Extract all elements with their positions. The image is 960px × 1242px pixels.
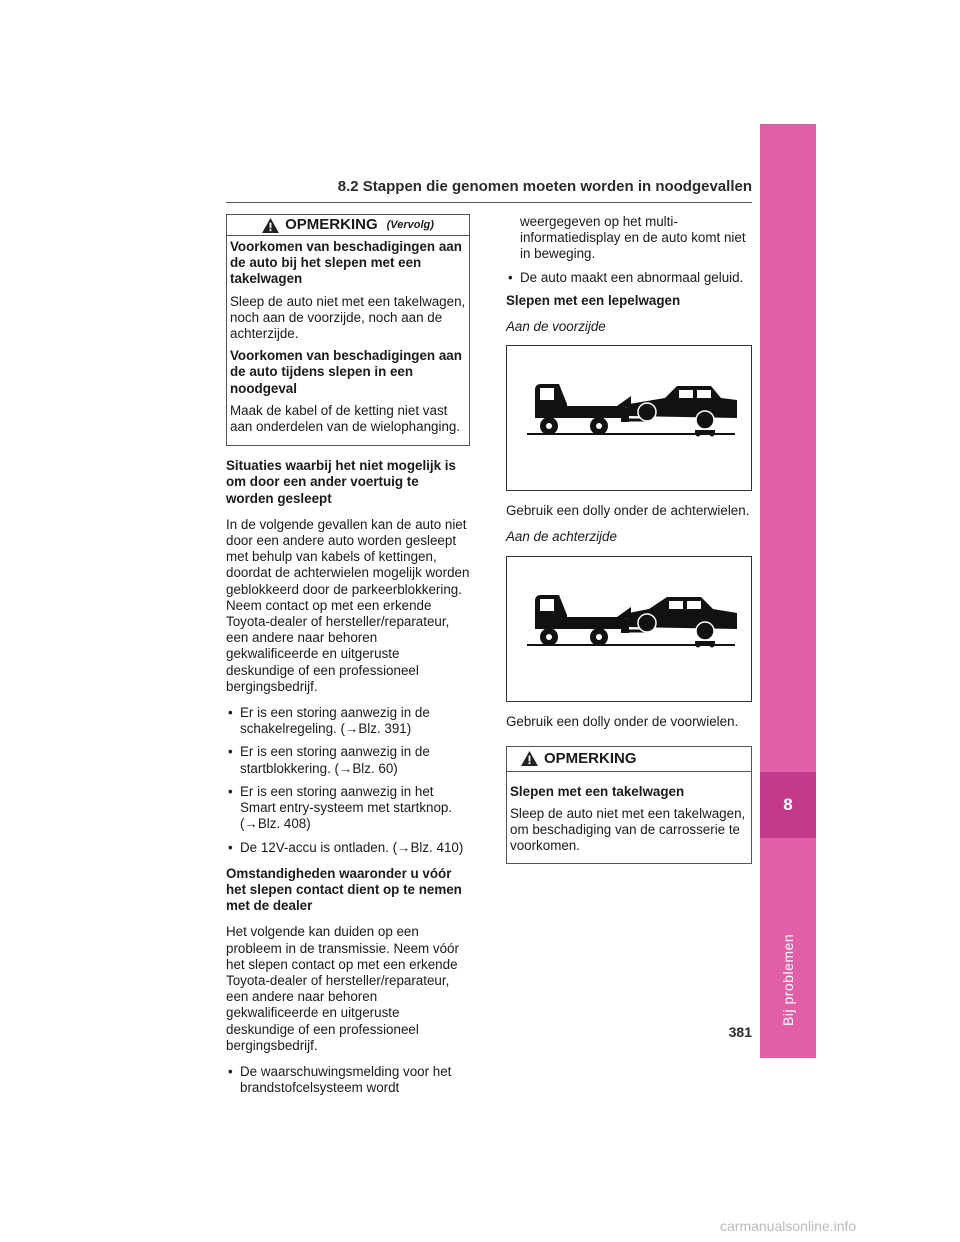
notice-header <box>507 747 751 772</box>
right-column <box>506 214 752 876</box>
list-item: • De waarschuwingsmelding voor het brandstofcelsysteem wordt <box>226 1064 470 1096</box>
warning-icon <box>521 751 538 766</box>
section-title: 8.2 Stappen die genomen moeten worden in noodgevallen <box>337 178 752 195</box>
notice-box <box>506 746 752 864</box>
notice-heading: Voorkomen van beschadigingen aan de auto tijdens slepen in een noodgeval <box>230 348 462 396</box>
body-text: In de volgende gevallen kan de auto niet door een andere auto worden gesleept met behulp van kabels of kettingen, doordat de achterwielen mogelijk worden geblokkeerd door de parkeerblokkering. Neem contact op met een erkende Toyota-dealer of hersteller/reparateur, een andere naar behoren gekwalificeerde en uitgeruste deskundige of een professioneel bergingsbedrijf. <box>226 516 470 694</box>
bullet-list <box>506 214 752 286</box>
notice-text: Sleep de auto niet met een takelwagen, noch aan de voorzijde, noch aan de achterzijde. <box>230 293 466 342</box>
chapter-title: Bij problemen <box>780 933 796 1026</box>
section-heading: Slepen met een lepelwagen <box>506 292 681 308</box>
list-item-continued: weergegeven op het multi-informatiedisplay en de auto komt niet in beweging. <box>520 214 746 262</box>
body-text: Het volgende kan duiden op een probleem in de transmissie. Neem vóór het slepen contact op met een erkende Toyota-dealer of hersteller/reparateur, een andere naar behoren gekwalificeerde en uitgeruste deskundige of een professioneel bergingsbedrijf. <box>226 924 459 1053</box>
chapter-side-tab <box>760 124 816 1058</box>
bullet-list <box>226 1064 470 1096</box>
subheading: Aan de achterzijde <box>506 529 617 545</box>
left-column <box>226 214 470 1106</box>
list-item: • De 12V-accu is ontladen. (→Blz. 410) <box>226 840 470 856</box>
watermark: carmanualsonline.info <box>720 1218 857 1234</box>
list-item: • De auto maakt een abnormaal geluid. <box>506 270 752 286</box>
section-heading: Omstandigheden waaronder u vóór het slepen contact dient op te nemen met de dealer <box>226 865 462 914</box>
chapter-number: 8 <box>760 772 816 838</box>
tow-front-illustration <box>506 345 752 491</box>
figure-caption: Gebruik een dolly onder de voorwielen. <box>506 713 739 729</box>
notice-header <box>227 215 469 236</box>
notice-heading: Voorkomen van beschadigingen aan de auto bij het slepen met een takelwagen <box>230 239 462 287</box>
bullet-list <box>226 705 470 856</box>
section-header <box>226 178 752 203</box>
notice-title: OPMERKING <box>285 215 378 233</box>
tow-truck-rear-graphic <box>507 557 751 701</box>
notice-heading: Slepen met een takelwagen <box>510 783 685 799</box>
notice-title: OPMERKING <box>544 749 637 767</box>
tow-rear-illustration <box>506 556 752 702</box>
warning-icon <box>262 218 279 233</box>
list-item: • Er is een storing aanwezig in het Smart entry-systeem met startknop. (→Blz. 408) <box>226 784 470 833</box>
notice-text: Maak de kabel of de ketting niet vast aan onderdelen van de wielophanging. <box>230 402 461 435</box>
notice-box <box>226 214 470 446</box>
notice-body <box>227 236 469 435</box>
list-item: • Er is een storing aanwezig in de schakelregeling. (→Blz. 391) <box>226 705 470 737</box>
tow-truck-front-graphic <box>507 346 751 490</box>
list-item: • Er is een storing aanwezig in de startblokkering. (→Blz. 60) <box>226 744 470 776</box>
subheading: Aan de voorzijde <box>506 319 606 335</box>
notice-body <box>507 772 751 855</box>
page-number: 381 <box>728 1024 752 1040</box>
notice-text: Sleep de auto niet met een takelwagen, om beschadiging van de carrosserie te voorkomen. <box>510 806 746 854</box>
section-heading: Situaties waarbij het niet mogelijk is om door een ander voertuig te worden gesleept <box>226 458 456 506</box>
notice-continued: (Vervolg) <box>386 218 434 231</box>
figure-caption: Gebruik een dolly onder de achterwielen. <box>506 503 750 519</box>
